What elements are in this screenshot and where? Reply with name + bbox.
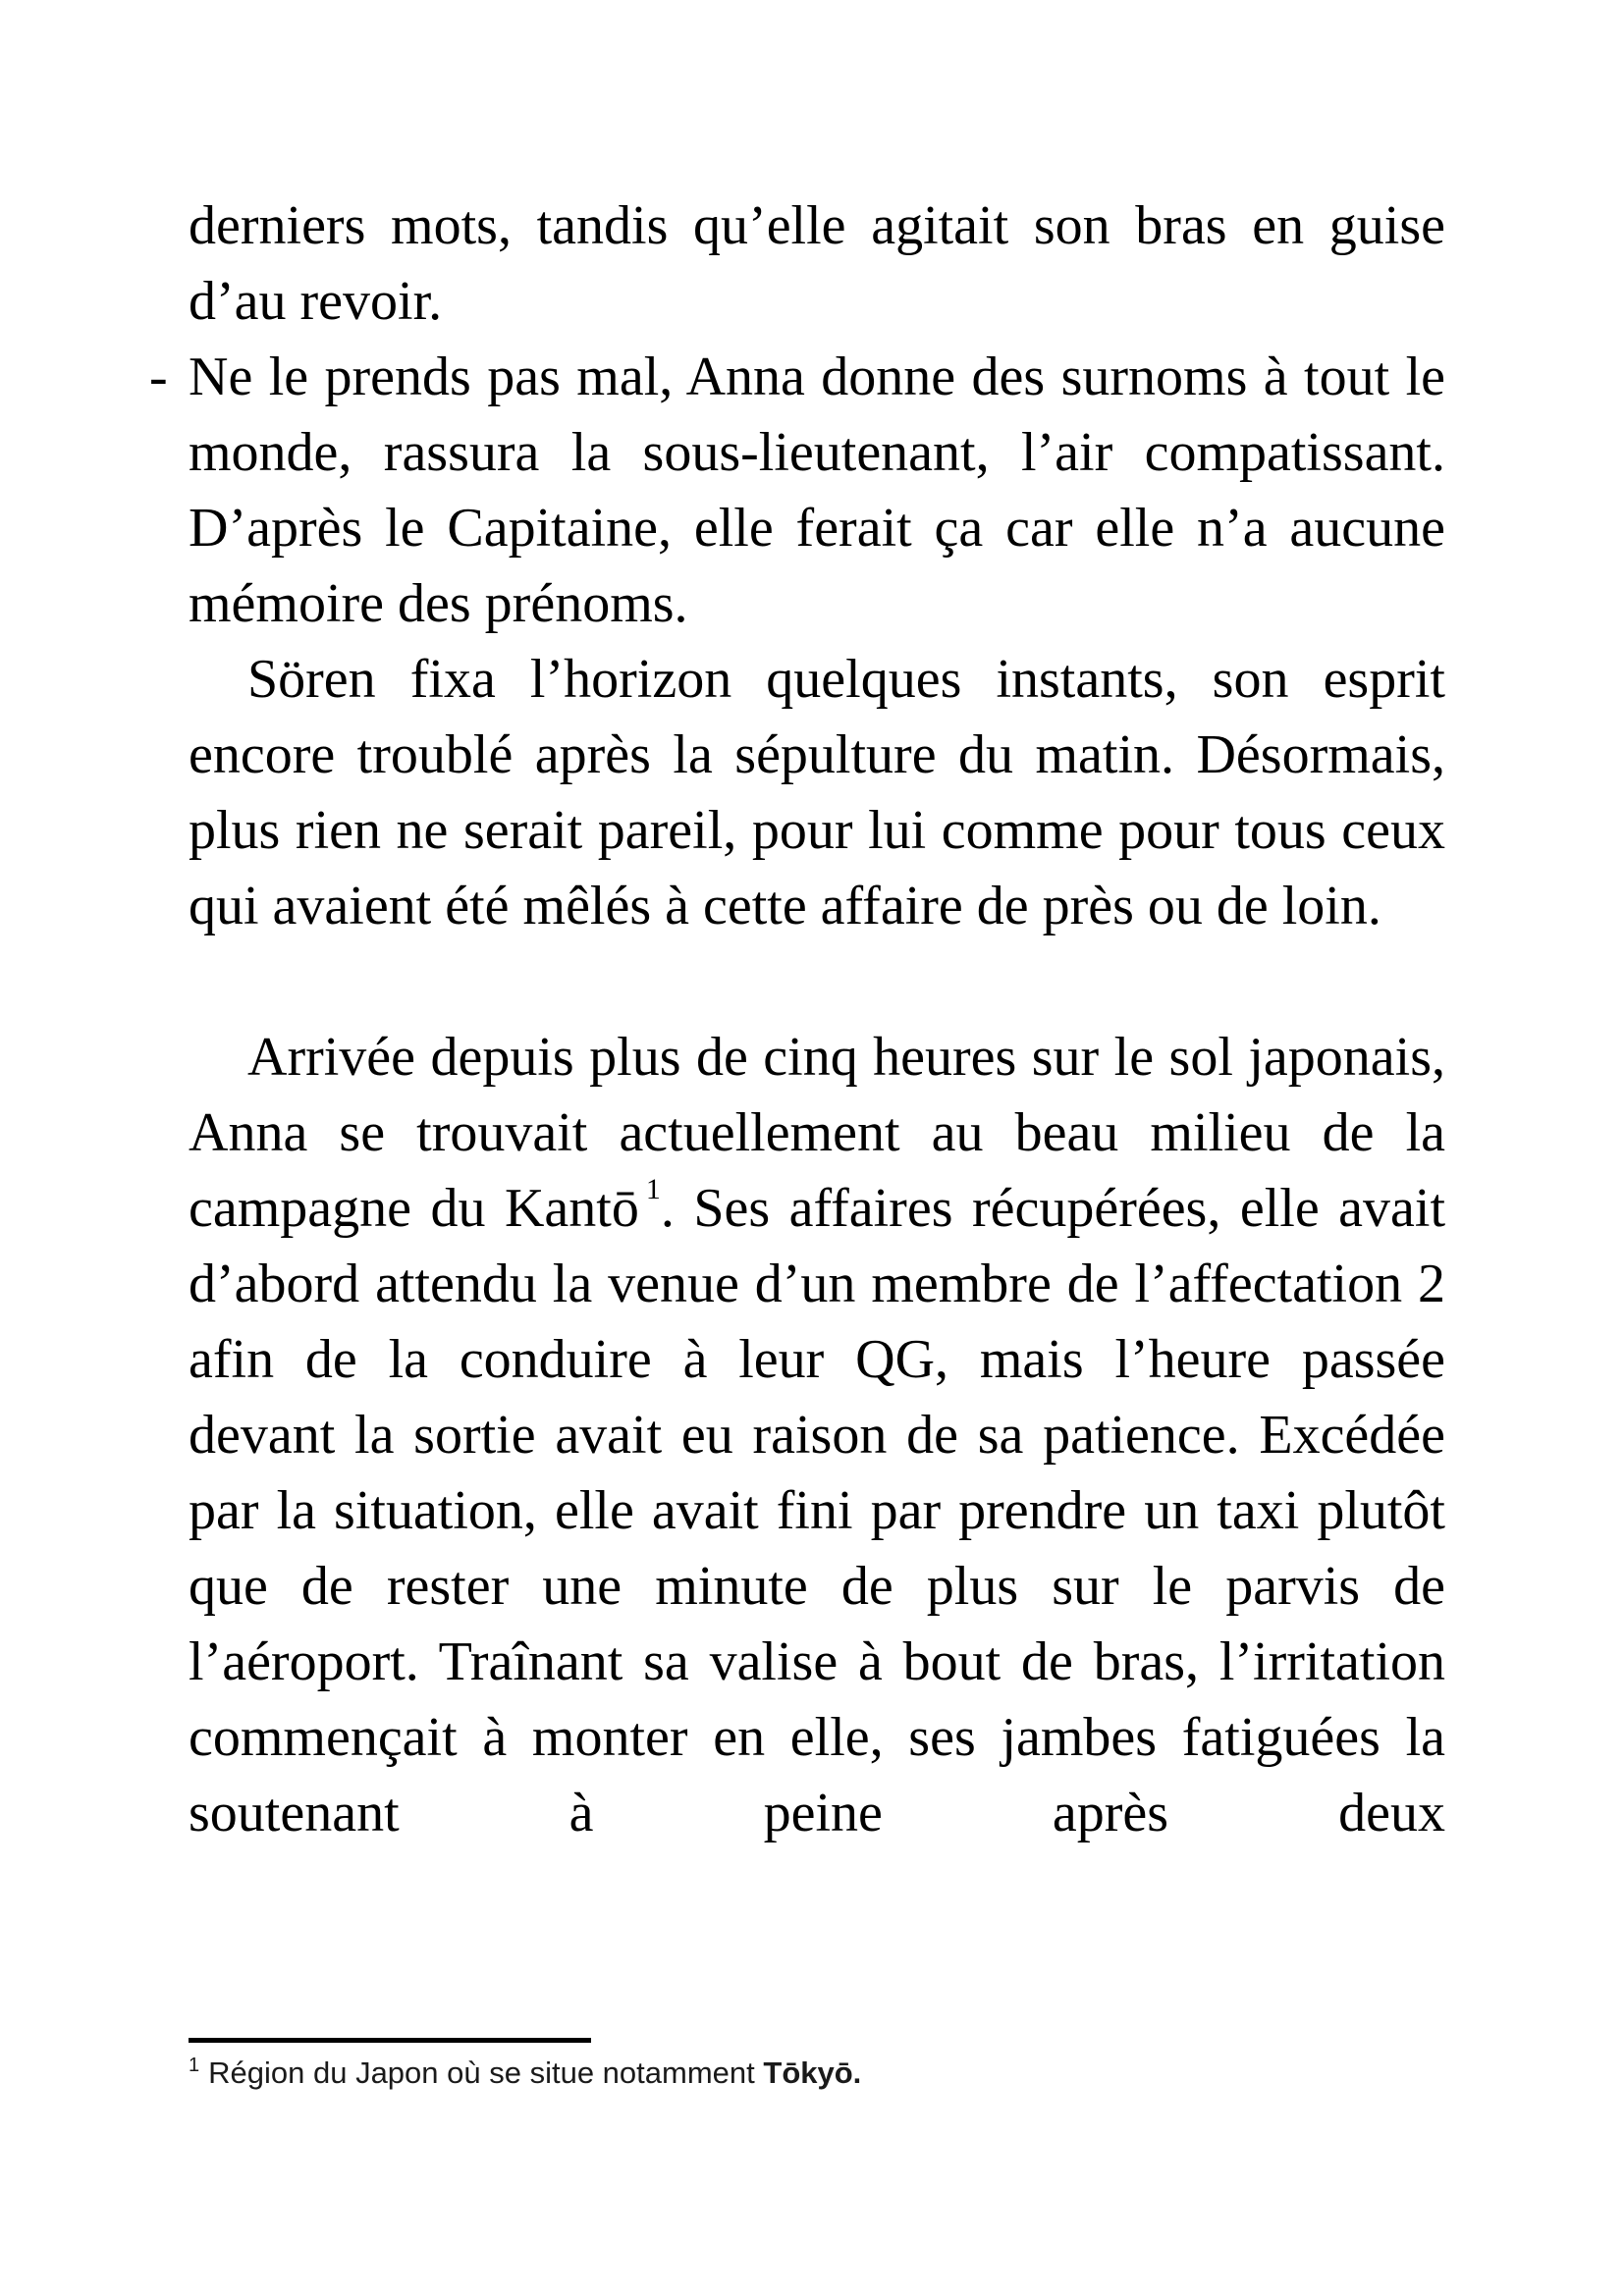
footnote-reference-marker: 1 (645, 1173, 661, 1205)
paragraph-continuation: derniers mots, tandis qu’elle agitait son bras en guise d’au revoir. (189, 195, 1445, 332)
paragraph-arrivee-text-before-note: Arrivée depuis plus de cinq heures sur le sol japonais, Anna se trouvait actuellement au beau milieu de la campagne du Kantō (189, 1027, 1445, 1239)
paragraph-soren: Sören fixa l’horizon quelques instants, son esprit encore troublé après la sépulture du matin. Désormais, plus rien ne serait pareil, pour lui comme pour tous ceux qui avaient été mêlés à cette affaire de près ou de loin. (189, 649, 1445, 936)
footnote (189, 2052, 1445, 2095)
page-text-block (149, 188, 1446, 1851)
footnote-separator-rule (189, 2038, 591, 2043)
footnote-text: Région du Japon où se situe notamment (208, 2056, 764, 2090)
dialogue-paragraph (149, 340, 1445, 642)
footnote-place-name: Tōkyō. (763, 2056, 862, 2090)
paragraph-arrivee-text-after-note: . Ses affaires récupérées, elle avait d’abord attendu la venue d’un membre de l’affectation 2 afin de la conduire à leur QG, mais l’heure passée devant la sortie avait eu raison de sa patience. Excédée par la situation, elle avait fini par prendre un taxi plutôt que de rester une minute de plus sur le parvis de l’aéroport. Traînant sa valise à bout de bras, l’irritation commençait à monter en elle, ses jambes fatiguées la soutenant à peine après deux (189, 1178, 1446, 1843)
dialogue-dash: - (149, 347, 168, 407)
paragraph-arrivee (189, 1020, 1445, 1851)
footnote-marker: 1 (189, 2055, 200, 2076)
dialogue-text: Ne le prends pas mal, Anna donne des surnoms à tout le monde, rassura la sous-lieutenant, l’air compatissant. D’après le Capitaine, elle ferait ça car elle n’a aucune mémoire des prénoms. (189, 347, 1445, 634)
